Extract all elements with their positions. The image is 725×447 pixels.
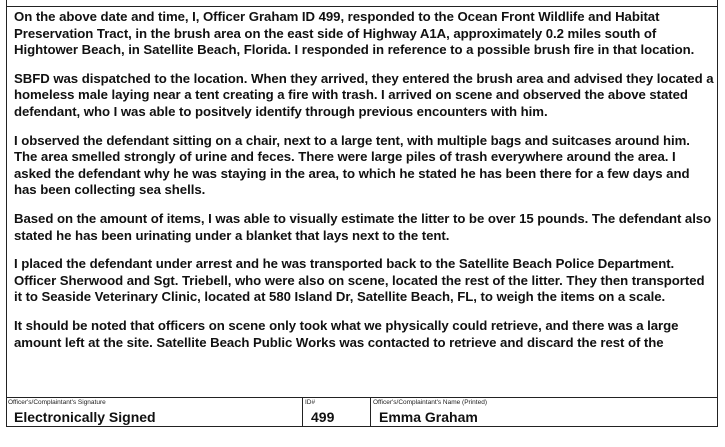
- officer-id-label: ID#: [305, 399, 316, 406]
- officer-name-label: Officer's/Complaintant's Name (Printed): [373, 399, 487, 406]
- signature-label: Officer's/Complaintant's Signature: [8, 399, 106, 406]
- officer-name-cell: [370, 398, 718, 427]
- narrative-paragraph: On the above date and time, I, Officer Graham ID 499, responded to the Ocean Front Wildlife and Habitat Preservation Tract, in the brush area on the east side of Highway A1A, approximately 0.2 miles south of Hightower Beach, in Satellite Beach, Florida. I responded in reference to a possible brush fire in that location.: [14, 9, 695, 58]
- officer-id-value: 499: [311, 409, 335, 425]
- narrative-paragraph: I placed the defendant under arrest and he was transported back to the Satellite Beach Police Department. Officer Sherwood and Sgt. Triebell, who were also on scene, located the rest of the litter. They then transported it to Seaside Veterinary Clinic, located at 580 Island Dr, Satellite Beach, FL, to weigh the items on a scale.: [14, 256, 705, 305]
- narrative-paragraph: SBFD was dispatched to the location. When they arrived, they entered the brush area and advised they located a homeless male laying near a tent creating a fire with trash. I arrived on scene and observed the above stated defendant, who I was able to positvely identify through previous encounters with him.: [14, 70, 714, 119]
- signature-value: Electronically Signed: [14, 409, 156, 425]
- narrative-section: [14, 9, 714, 351]
- officer-name-value: Emma Graham: [379, 409, 478, 425]
- signature-block: [6, 397, 718, 427]
- narrative-paragraph: Based on the amount of items, I was able to visually estimate the litter to be over 15 pounds. The defendant also stated he has been urinating under a blanket that lays next to the tent.: [14, 210, 712, 243]
- narrative-paragraph: I observed the defendant sitting on a chair, next to a large tent, with multiple bags and suitcases around him. The area smelled strongly of urine and feces. There were large piles of trash everywhere around the area. I asked the defendant why he was staying in the area, to which he stated he has been there for a few days and has been collecting sea shells.: [14, 132, 690, 198]
- narrative-paragraph: It should be noted that officers on scene only took what we physically could retrieve, and there was a large amount left at the site. Satellite Beach Public Works was contacted to retrieve and discard the rest of the: [14, 317, 679, 350]
- signature-cell: [6, 398, 302, 427]
- officer-id-cell: [302, 398, 370, 427]
